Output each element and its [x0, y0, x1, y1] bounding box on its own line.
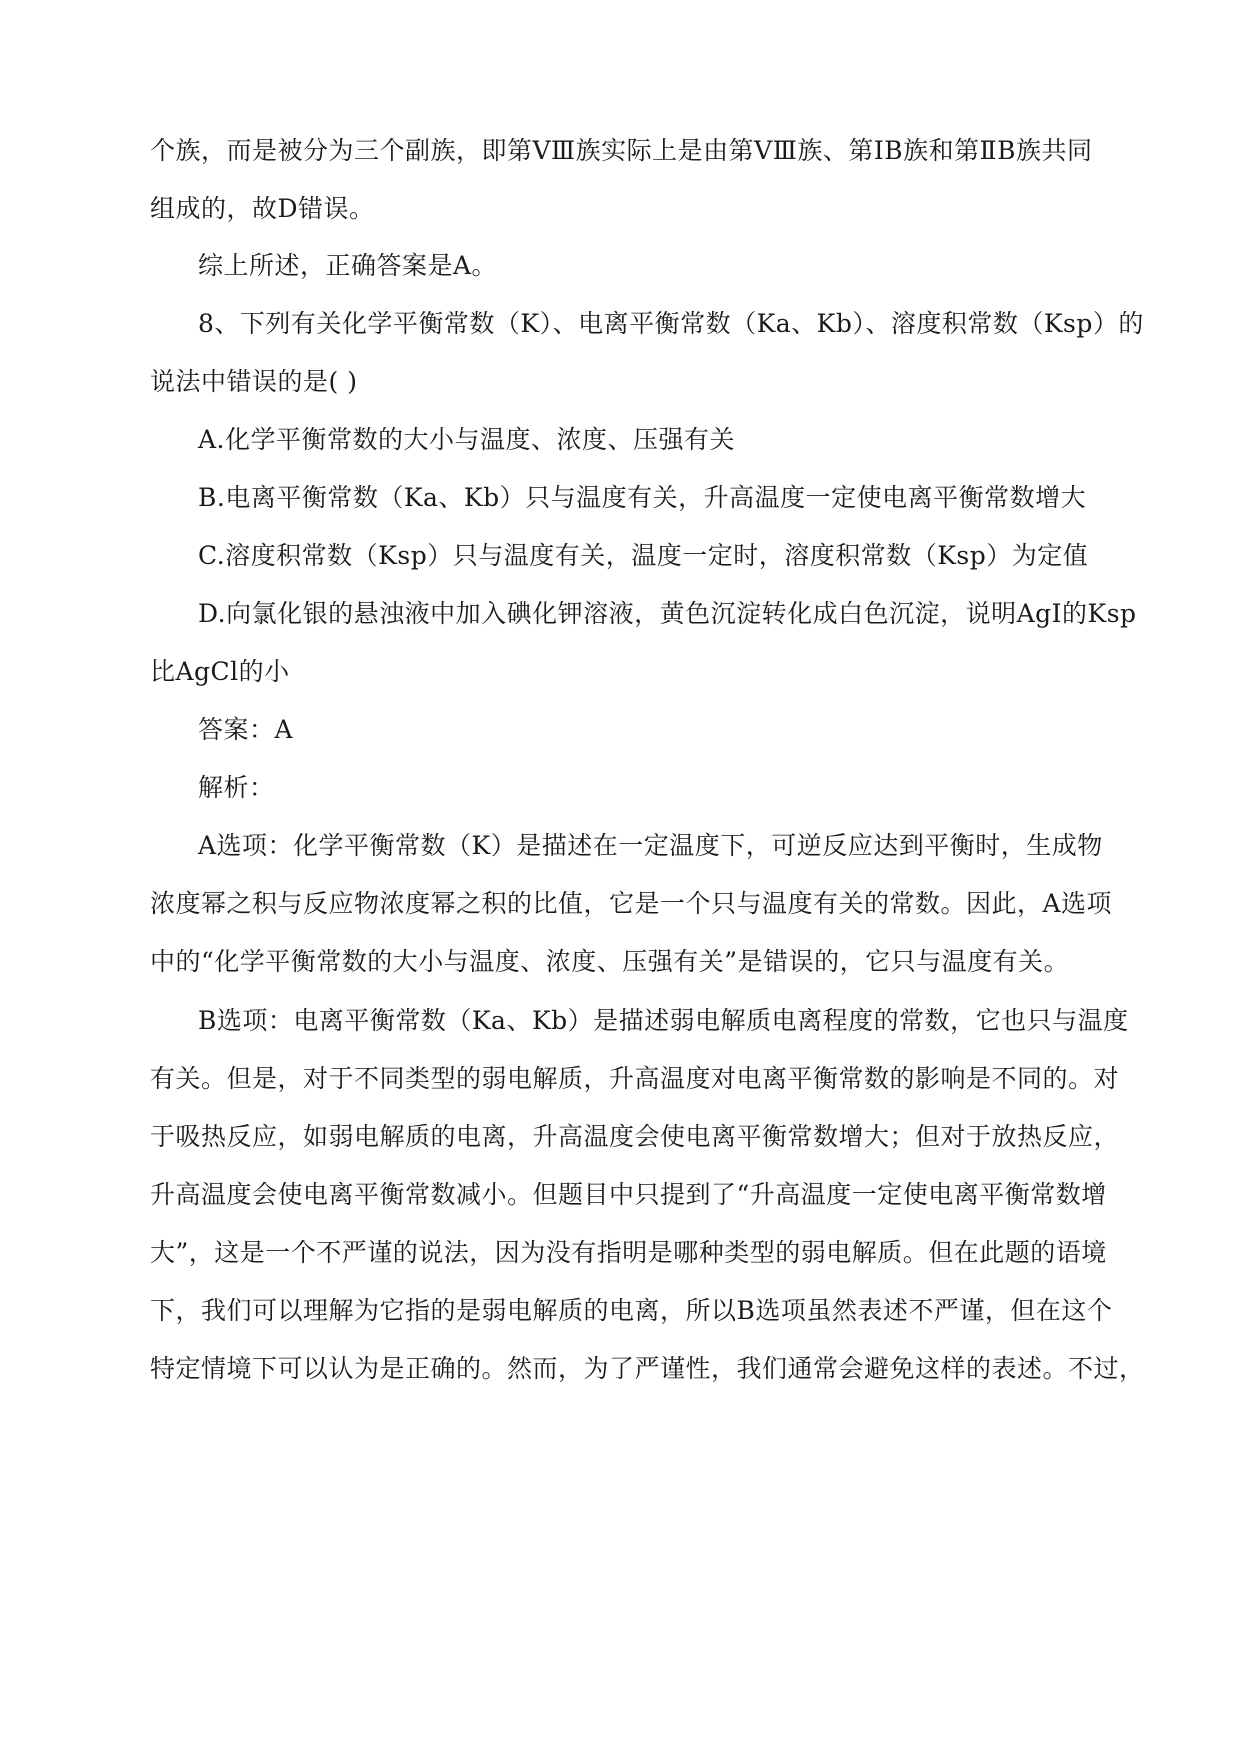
- option-d: 比AgCl的小: [150, 657, 290, 686]
- analysis-b-line: 有关。但是，对于不同类型的弱电解质，升高温度对电离平衡常数的影响是不同的。对: [150, 1064, 1120, 1093]
- analysis-b-line: 特定情境下可以认为是正确的。然而，为了严谨性，我们通常会避免这样的表述。不过，: [150, 1354, 1145, 1383]
- option-a: A.化学平衡常数的大小与温度、浓度、压强有关: [198, 425, 736, 454]
- question-line: 8、下列有关化学平衡常数（K）、电离平衡常数（Ka、Kb）、溶度积常数（Ksp）的: [198, 309, 1144, 338]
- analysis-b-line: 升高温度会使电离平衡常数减小。但题目中只提到了“升高温度一定使电离平衡常数增: [150, 1180, 1107, 1209]
- analysis-b-line: 大”，这是一个不严谨的说法，因为没有指明是哪种类型的弱电解质。但在此题的语境: [150, 1238, 1107, 1267]
- option-c: C.溶度积常数（Ksp）只与温度有关，温度一定时，溶度积常数（Ksp）为定值: [198, 541, 1089, 570]
- text-line: 个族，而是被分为三个副族，即第ⅤⅢ族实际上是由第ⅤⅢ族、第ⅠB族和第ⅡB族共同: [150, 136, 1093, 165]
- analysis-label: 解析：: [198, 773, 275, 802]
- analysis-b-line: 下，我们可以理解为它指的是弱电解质的电离，所以B选项虽然表述不严谨，但在这个: [150, 1296, 1113, 1325]
- analysis-a-line: A选项：化学平衡常数（K）是描述在一定温度下，可逆反应达到平衡时，生成物: [198, 831, 1103, 860]
- analysis-b-line: 于吸热反应，如弱电解质的电离，升高温度会使电离平衡常数增大；但对于放热反应，: [150, 1122, 1120, 1151]
- answer-line: 答案：A: [198, 715, 294, 744]
- analysis-a-line: 浓度幂之积与反应物浓度幂之积的比值，它是一个只与温度有关的常数。因此，A选项: [150, 889, 1113, 918]
- analysis-b-line: B选项：电离平衡常数（Ka、Kb）是描述弱电解质电离程度的常数，它也只与温度: [198, 1006, 1129, 1035]
- question-line: 说法中错误的是( ): [150, 367, 358, 396]
- analysis-a-line: 中的“化学平衡常数的大小与温度、浓度、压强有关”是错误的，它只与温度有关。: [150, 947, 1070, 976]
- text-line: 组成的，故D错误。: [150, 194, 375, 223]
- option-b: B.电离平衡常数（Ka、Kb）只与温度有关，升高温度一定使电离平衡常数增大: [198, 483, 1087, 512]
- summary-line: 综上所述，正确答案是A。: [198, 251, 498, 280]
- option-d: D.向氯化银的悬浊液中加入碘化钾溶液，黄色沉淀转化成白色沉淀，说明AgI的Ksp: [198, 599, 1137, 628]
